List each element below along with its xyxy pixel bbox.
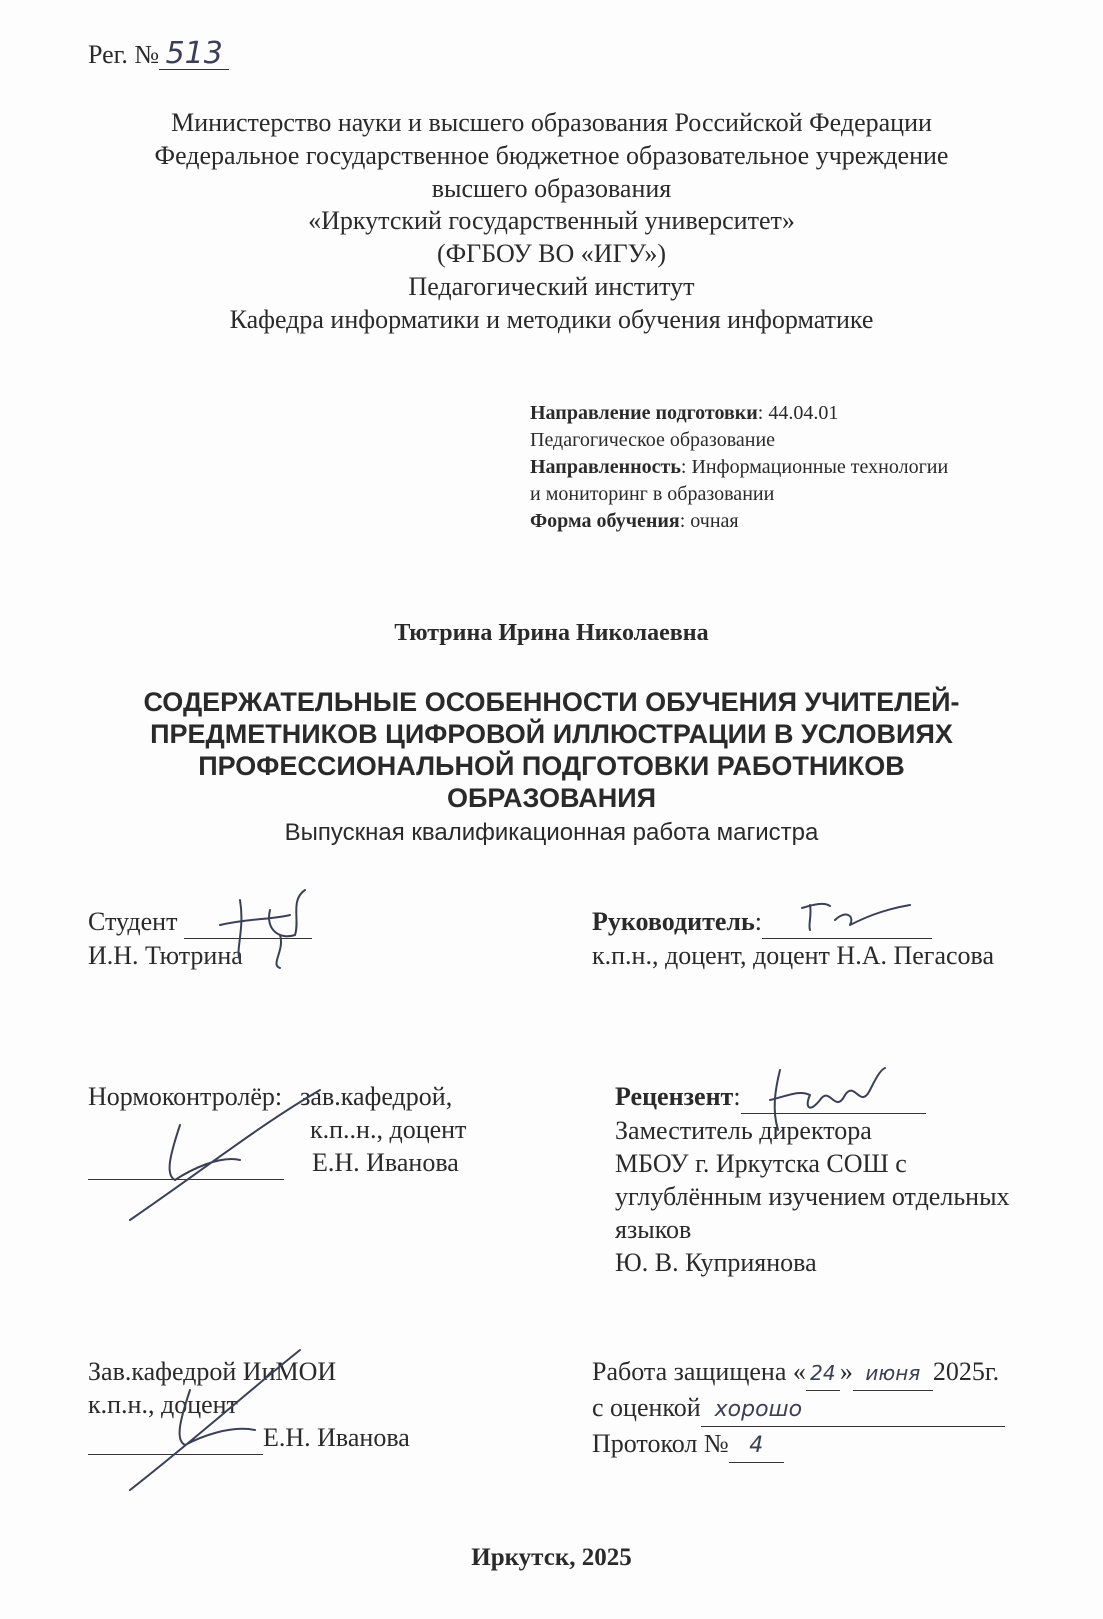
head-signature-line	[88, 1421, 263, 1455]
education-level-line: высшего образования	[431, 174, 672, 203]
author-name: Тютрина Ирина Николаевна	[394, 620, 709, 646]
reviewer-label: Рецензент	[615, 1082, 734, 1111]
normcontrol-label: Нормоконтролёр:	[88, 1082, 283, 1111]
registration-label: Рег. №	[88, 40, 160, 69]
reviewer-colon: :	[733, 1082, 741, 1111]
normcontrol-name-row	[88, 1146, 508, 1180]
focus-value: : Информационные технологии	[680, 456, 949, 478]
grade-row	[592, 1391, 1092, 1427]
reviewer-organization: МБОУ г. Иркутска СОШ с	[615, 1149, 907, 1178]
thesis-subtitle: Выпускная квалификационная работа магистра	[284, 819, 819, 846]
defense-year: 2025г.	[932, 1357, 1000, 1386]
supervisor-signature-line	[762, 905, 932, 939]
grade-value: хорошо	[701, 1393, 1005, 1427]
head-name-row	[88, 1421, 508, 1455]
focus-row	[530, 454, 1090, 481]
normcontrol-block	[88, 1080, 508, 1180]
protocol-row	[592, 1427, 1092, 1463]
grade-label: с оценкой	[592, 1393, 701, 1422]
title-line-4: ОБРАЗОВАНИЯ	[446, 783, 657, 813]
direction-name: Педагогическое образование	[530, 429, 776, 451]
form-row	[530, 508, 1090, 535]
institution-line: Федеральное государственное бюджетное образовательное учреждение	[154, 141, 949, 170]
supervisor-row	[592, 905, 994, 939]
head-name: Е.Н. Иванова	[263, 1423, 410, 1452]
reviewer-signature-line	[741, 1080, 926, 1114]
protocol-label: Протокол №	[592, 1429, 729, 1458]
direction-row	[530, 400, 1090, 427]
normcontrol-position: зав.кафедрой,	[300, 1082, 453, 1111]
supervisor-colon: :	[754, 907, 763, 936]
defense-quote-close: »	[839, 1357, 853, 1386]
department-line: Кафедра информатики и методики обучения информатике	[229, 305, 874, 334]
program-info	[530, 400, 1090, 535]
normcontrol-signature-line	[88, 1146, 284, 1180]
supervisor-label: Руководитель	[592, 907, 755, 936]
form-label: Форма обучения	[530, 510, 680, 532]
reviewer-organization-cont: углублённым изучением отдельных	[615, 1182, 1010, 1211]
normcontrol-name: Е.Н. Иванова	[312, 1148, 459, 1177]
normcontrol-degree: к.п..н., доцент	[310, 1115, 467, 1144]
supervisor-info: к.п.н., доцент, доцент Н.А. Пегасова	[592, 941, 995, 970]
city-year: Иркутск, 2025	[471, 1544, 632, 1571]
form-value: : очная	[679, 510, 739, 532]
head-block	[88, 1355, 508, 1455]
normcontrol-row	[88, 1080, 508, 1113]
title-line-1: СОДЕРЖАТЕЛЬНЫЕ ОСОБЕННОСТИ ОБУЧЕНИЯ УЧИТЕЛЕЙ-	[143, 687, 960, 717]
student-row	[88, 905, 312, 939]
reviewer-row	[615, 1080, 1095, 1114]
focus-label: Направленность	[530, 456, 681, 478]
head-position: Зав.кафедрой ИиМОИ	[88, 1357, 337, 1386]
university-abbr-line: (ФГБОУ ВО «ИГУ»)	[436, 239, 667, 268]
title-line-2: ПРЕДМЕТНИКОВ ЦИФРОВОЙ ИЛЛЮСТРАЦИИ В УСЛОВИЯХ	[150, 719, 953, 749]
defense-label: Работа защищена «	[592, 1357, 806, 1386]
student-signature-line	[184, 905, 312, 939]
reviewer-block	[615, 1080, 1095, 1279]
ministry-line: Министерство науки и высшего образования Российской Федерации	[171, 108, 932, 137]
reviewer-organization-end: языков	[615, 1215, 692, 1244]
protocol-number: 4	[729, 1429, 784, 1463]
defense-date-row	[592, 1355, 1092, 1391]
defense-day: 24	[806, 1357, 840, 1391]
focus-value-cont: и мониторинг в образовании	[530, 483, 775, 505]
student-name: И.Н. Тютрина	[88, 941, 243, 970]
title-line-3: ПРОФЕССИОНАЛЬНОЙ ПОДГОТОВКИ РАБОТНИКОВ	[198, 751, 905, 781]
head-degree: к.п.н., доцент	[88, 1390, 238, 1419]
institute-line: Педагогический институт	[408, 272, 695, 301]
registration-number	[88, 38, 229, 71]
direction-label: Направление подготовки	[530, 402, 758, 424]
supervisor-block	[592, 905, 994, 972]
student-block	[88, 905, 312, 972]
student-label: Студент	[88, 907, 178, 936]
reviewer-name: Ю. В. Куприянова	[615, 1248, 817, 1277]
defense-month: июня	[853, 1357, 933, 1391]
direction-code: : 44.04.01	[757, 402, 839, 424]
defense-block	[592, 1355, 1092, 1463]
registration-value: 513	[159, 39, 229, 70]
university-line: «Иркутский государственный университет»	[308, 206, 795, 235]
reviewer-position: Заместитель директора	[615, 1116, 872, 1145]
